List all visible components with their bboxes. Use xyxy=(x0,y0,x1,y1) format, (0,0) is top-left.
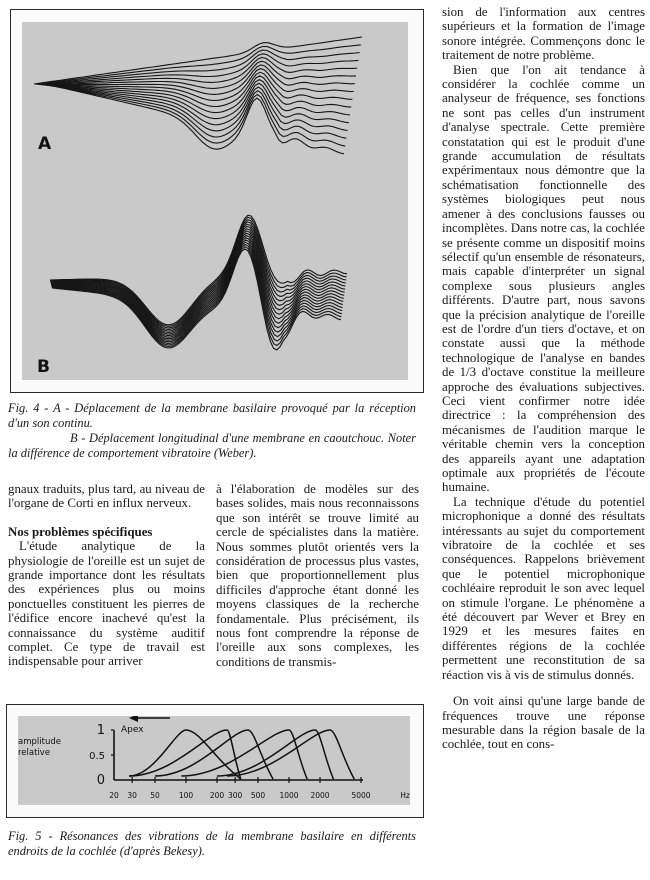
middle-column xyxy=(216,482,419,669)
figure-4-caption-a: Fig. 4 - A - Déplacement de la membrane basilaire provoqué par la réception d'un son continu. xyxy=(8,401,416,430)
figure-4-caption-b: B - Déplacement longitudinal d'une membrane en caoutchouc. Noter la différence de comportement vibratoire (Weber). xyxy=(8,431,416,460)
x-tick-label: 200 xyxy=(209,791,225,800)
x-tick-label: 1000 xyxy=(279,791,299,800)
section-heading: Nos problèmes spécifiques xyxy=(8,524,153,539)
left-para-2: L'étude analytique de la physiologie de l'oreille est un sujet de grande importance dont les résultats des expériences plus ou moins ponctuelles constituent les pierres de l'édifice encore inachevé qu'est la connaissance du système auditif complet. Ce type de travail est indispensable pour arriver xyxy=(8,539,205,669)
right-para-2: Bien que l'on ait tendance à considérer la cochlée comme un analyseur de fréquence, ses fonctions ne sont pas celles d'un instrument d'analyse spectrale. Cette première constatation qui est le produit d'une grande accumulation de résultats expérimentaux nous démontre que la schématisation fonctionnelle des systèmes biologiques peut nous amener à des conclusions fausses ou incomplètes. Dans notre cas, la cochlée se présente comme un dispositif moins sélectif qu'un ensemble de résonateurs, mais capable d'interpréter un signal complexe sous plusieurs angles différents. D'autre part, nous savons que la précision analytique de l'oreille est de l'ordre d'un tiers d'octave, et on constate aussi que la méthode technologique de l'analyse en bandes de 1/3 d'octave constitue la meilleure approche des évaluations subjectives. Ceci vient confirmer notre idée directrice : la compréhension des mécanismes de l'audition marque le véritable chemin vers la conception des appareils ayant une adaptation optimale aux propriétés de l'écoute humaine. xyxy=(442,62,645,495)
right-para-4: On voit ainsi qu'une large bande de fréquences trouve une réponse mesurable dans la région basale de la cochlée, tout en cons- xyxy=(442,694,645,752)
x-tick-label: 20 xyxy=(109,791,119,800)
x-axis-unit-label: Hz xyxy=(400,791,410,800)
x-tick-label: 300 xyxy=(227,791,243,800)
y-axis-label-line2: relative xyxy=(18,748,51,758)
figure-4-image xyxy=(22,22,408,380)
figure-4-label-a: A xyxy=(38,134,52,154)
x-tick-label: 50 xyxy=(150,791,160,800)
figure-5-caption-text: Fig. 5 - Résonances des vibrations de la membrane basilaire en différents endroits de la cochlée (d'après Bekesy). xyxy=(8,829,416,858)
x-tick-label: 30 xyxy=(127,791,137,800)
figure-5-chart-area xyxy=(18,716,410,805)
figure-4-caption xyxy=(8,401,416,461)
figure-4-label-b: B xyxy=(37,357,50,377)
figure-5-caption xyxy=(8,829,416,859)
left-column xyxy=(8,482,205,669)
wave-line-a xyxy=(51,86,346,139)
wave-line-a xyxy=(37,50,360,84)
wave-surface-a xyxy=(34,37,362,154)
right-para-3: La technique d'étude du potentiel microphonique a donné des résultats intéressants au sujet du comportement vibratoire de la cochlée et ses conséquences. Rappelons brièvement que le potentiel microphonique cochléaire reproduit le son avec lequel on stimule l'organe. Le phénomène a été découvert par Wever et Brey en 1929 et les mesures faites en différentes régions de la cochlée permettent une reconstitution de sa réaction vis à vis de stimulus donnés. xyxy=(442,494,645,682)
apex-annotation: Apex xyxy=(121,725,144,735)
x-tick-label: 500 xyxy=(250,791,266,800)
resonance-chart xyxy=(18,716,410,805)
apex-arrow-head xyxy=(129,716,138,722)
wave-line-a xyxy=(35,45,361,84)
resonance-curve xyxy=(155,730,273,779)
x-tick-label: 5000 xyxy=(351,791,371,800)
y-tick-label: 0.5 xyxy=(89,751,105,762)
x-tick-label: 2000 xyxy=(310,791,330,800)
y-tick-label: 1 xyxy=(96,723,105,738)
wave-surface-b xyxy=(50,215,347,350)
resonance-curve xyxy=(129,730,241,779)
right-column xyxy=(442,5,645,752)
middle-para-1: à l'élaboration de modèles sur des bases solides, mais nous reconnaissons que son intérêt se trouve limité au cercle de spécialistes dans la matière. Nous sommes plutôt orientés vers la considération de processus plus vastes, bien que proportionnellement plus difficiles d'approche étant donné les moyens classiques de la recherche fondamentale. Plus précisément, ils nous font comprendre la réponse de l'oreille aux sons complexes, les conditions de transmis- xyxy=(216,482,419,669)
x-tick-label: 100 xyxy=(178,791,194,800)
right-para-1: sion de l'information aux centres supérieurs et la formation de l'image sonore intégrée. Commençons donc le traitement de notre problème. xyxy=(442,5,645,63)
resonance-curve xyxy=(227,730,354,779)
basilar-membrane-illustration xyxy=(22,22,408,380)
left-para-1: gnaux traduits, plus tard, au niveau de l'organe de Corti en influx nerveux. xyxy=(8,482,205,511)
y-axis-label-line1: amplitude xyxy=(18,737,61,747)
y-tick-label: 0 xyxy=(96,773,105,788)
